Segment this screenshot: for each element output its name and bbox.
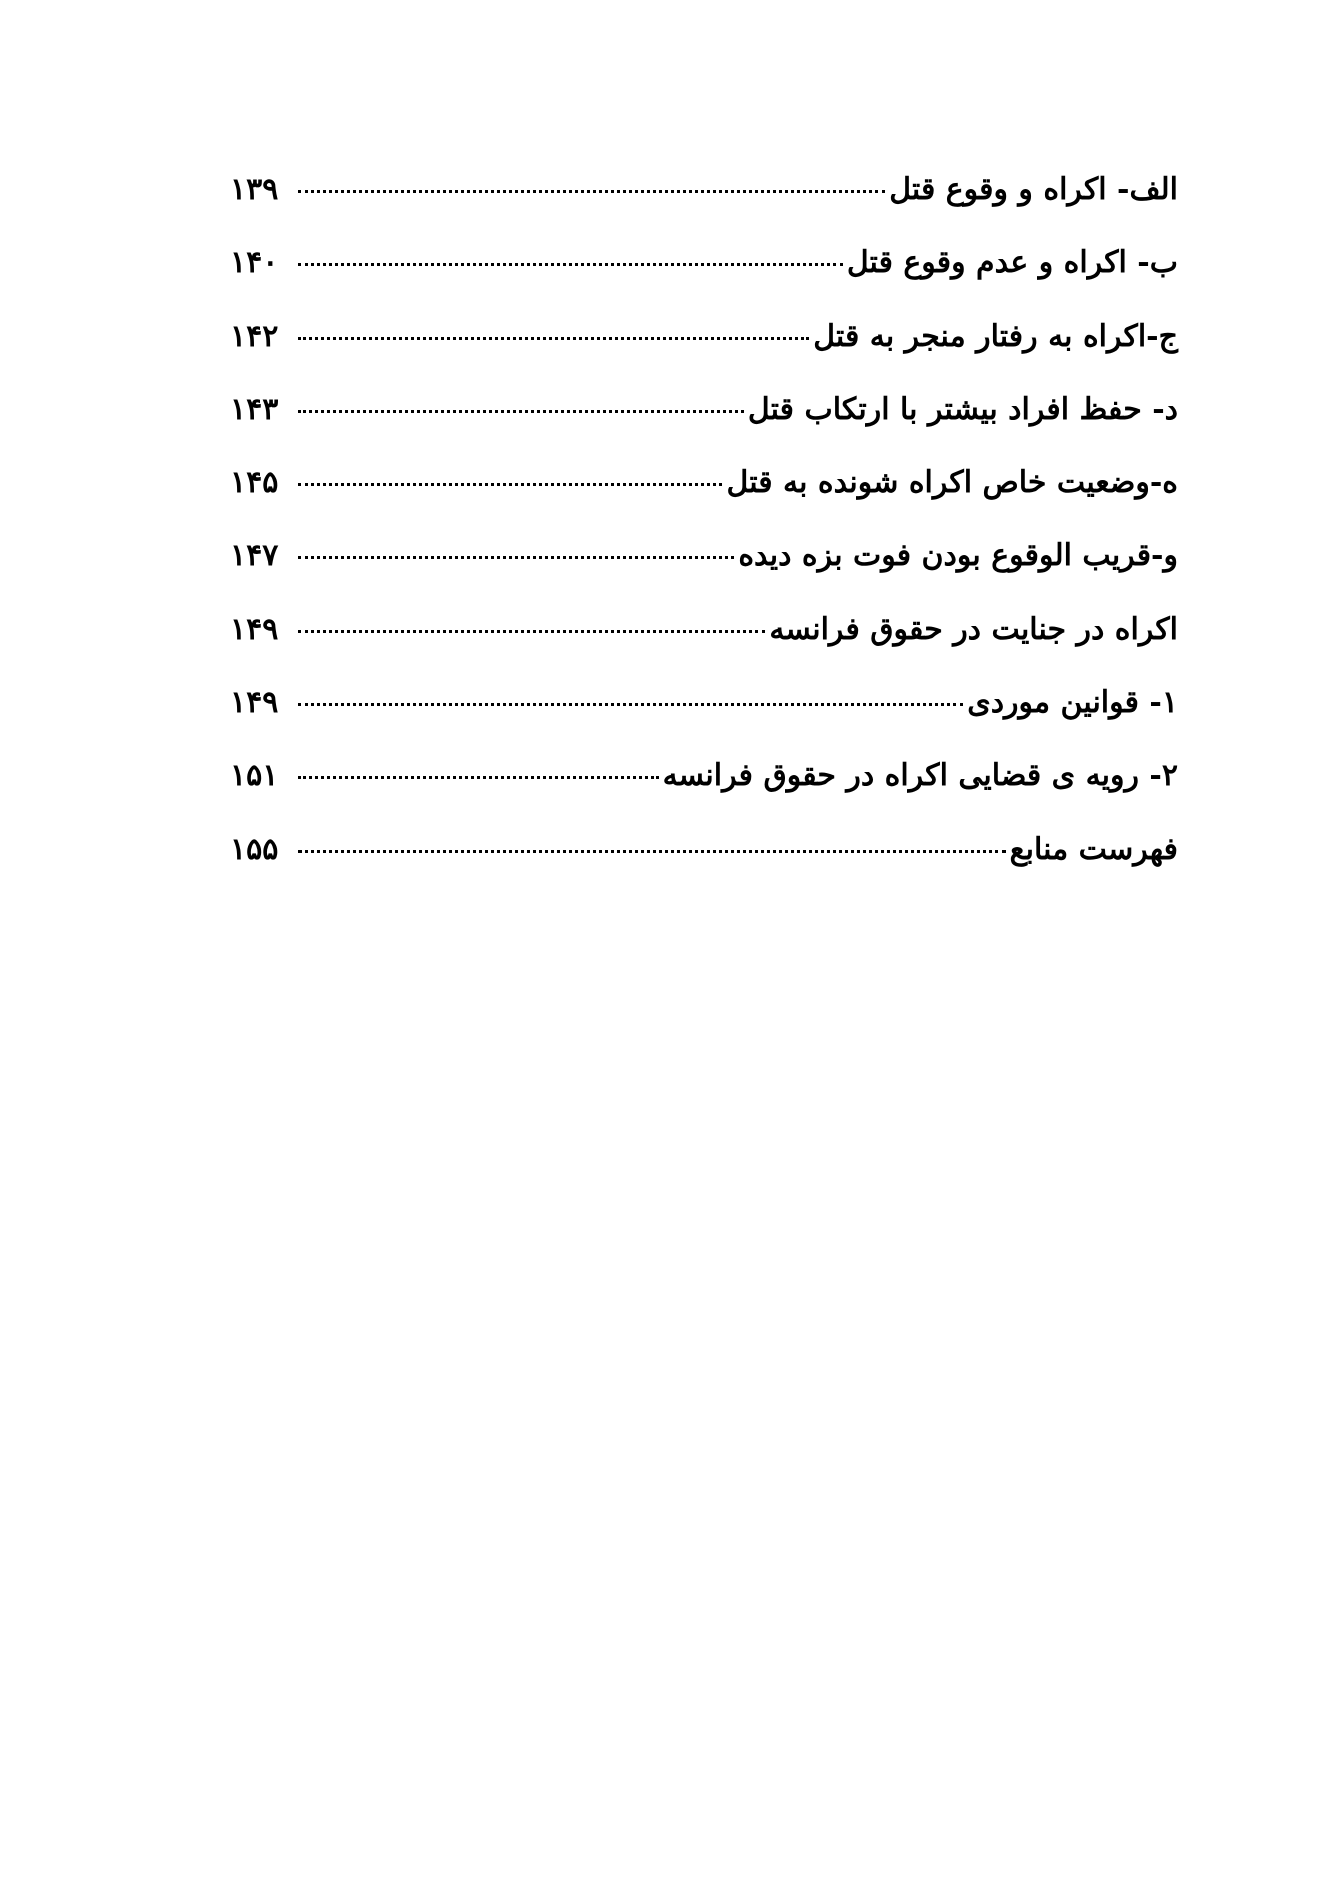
toc-entry <box>230 685 1178 758</box>
toc-dot-leader <box>298 263 843 266</box>
toc-dot-leader <box>298 190 885 193</box>
toc-entry-title: د- حفظ افراد بیشتر با ارتکاب قتل <box>747 391 1178 427</box>
toc-entry <box>230 758 1178 831</box>
toc-entry-title: ۲- رویه ی قضایی اکراه در حقوق فرانسه <box>662 758 1178 794</box>
toc-entry-title: ب- اکراه و عدم وقوع قتل <box>846 245 1178 281</box>
toc-entry-title: فهرست منابع <box>1009 831 1178 867</box>
toc-entry-page: ۱۵۵ <box>230 831 279 867</box>
toc-entry <box>230 538 1178 611</box>
toc-dot-leader <box>298 337 809 340</box>
toc-dot-leader <box>298 776 659 779</box>
toc-entry-page: ۱۴۳ <box>230 391 279 427</box>
toc-entry <box>230 832 1178 905</box>
toc-entry <box>230 612 1178 685</box>
toc-dot-leader <box>298 483 722 486</box>
toc-entry-page: ۱۳۹ <box>230 172 279 207</box>
toc-entry <box>230 319 1178 392</box>
toc-dot-leader <box>298 410 744 413</box>
toc-entry-page: ۱۴۲ <box>230 318 279 354</box>
toc-entry-page: ۱۵۱ <box>230 758 279 794</box>
toc-dot-leader <box>298 556 734 559</box>
toc-entry <box>230 465 1178 538</box>
toc-entry-title: ۱- قوانین موردی <box>967 685 1178 721</box>
table-of-contents <box>230 172 1178 905</box>
toc-dot-leader <box>298 630 765 633</box>
toc-entry-page: ۱۴۰ <box>230 245 279 281</box>
toc-entry-title: و-قریب الوقوع بودن فوت بزه دیده <box>738 538 1178 574</box>
toc-entry-title: ه-وضعیت خاص اکراه شونده به قتل <box>726 465 1178 501</box>
toc-entry <box>230 172 1178 245</box>
toc-dot-leader <box>298 703 963 706</box>
toc-entry-title: اکراه در جنایت در حقوق فرانسه <box>769 611 1178 647</box>
toc-entry <box>230 392 1178 465</box>
toc-entry <box>230 245 1178 318</box>
toc-entry-title: الف- اکراه و وقوع قتل <box>889 172 1178 207</box>
toc-entry-page: ۱۴۹ <box>230 685 279 721</box>
toc-entry-title: ج-اکراه به رفتار منجر به قتل <box>813 318 1178 354</box>
toc-dot-leader <box>298 850 1006 853</box>
toc-entry-page: ۱۴۷ <box>230 538 279 574</box>
toc-entry-page: ۱۴۵ <box>230 465 279 501</box>
toc-entry-page: ۱۴۹ <box>230 611 279 647</box>
